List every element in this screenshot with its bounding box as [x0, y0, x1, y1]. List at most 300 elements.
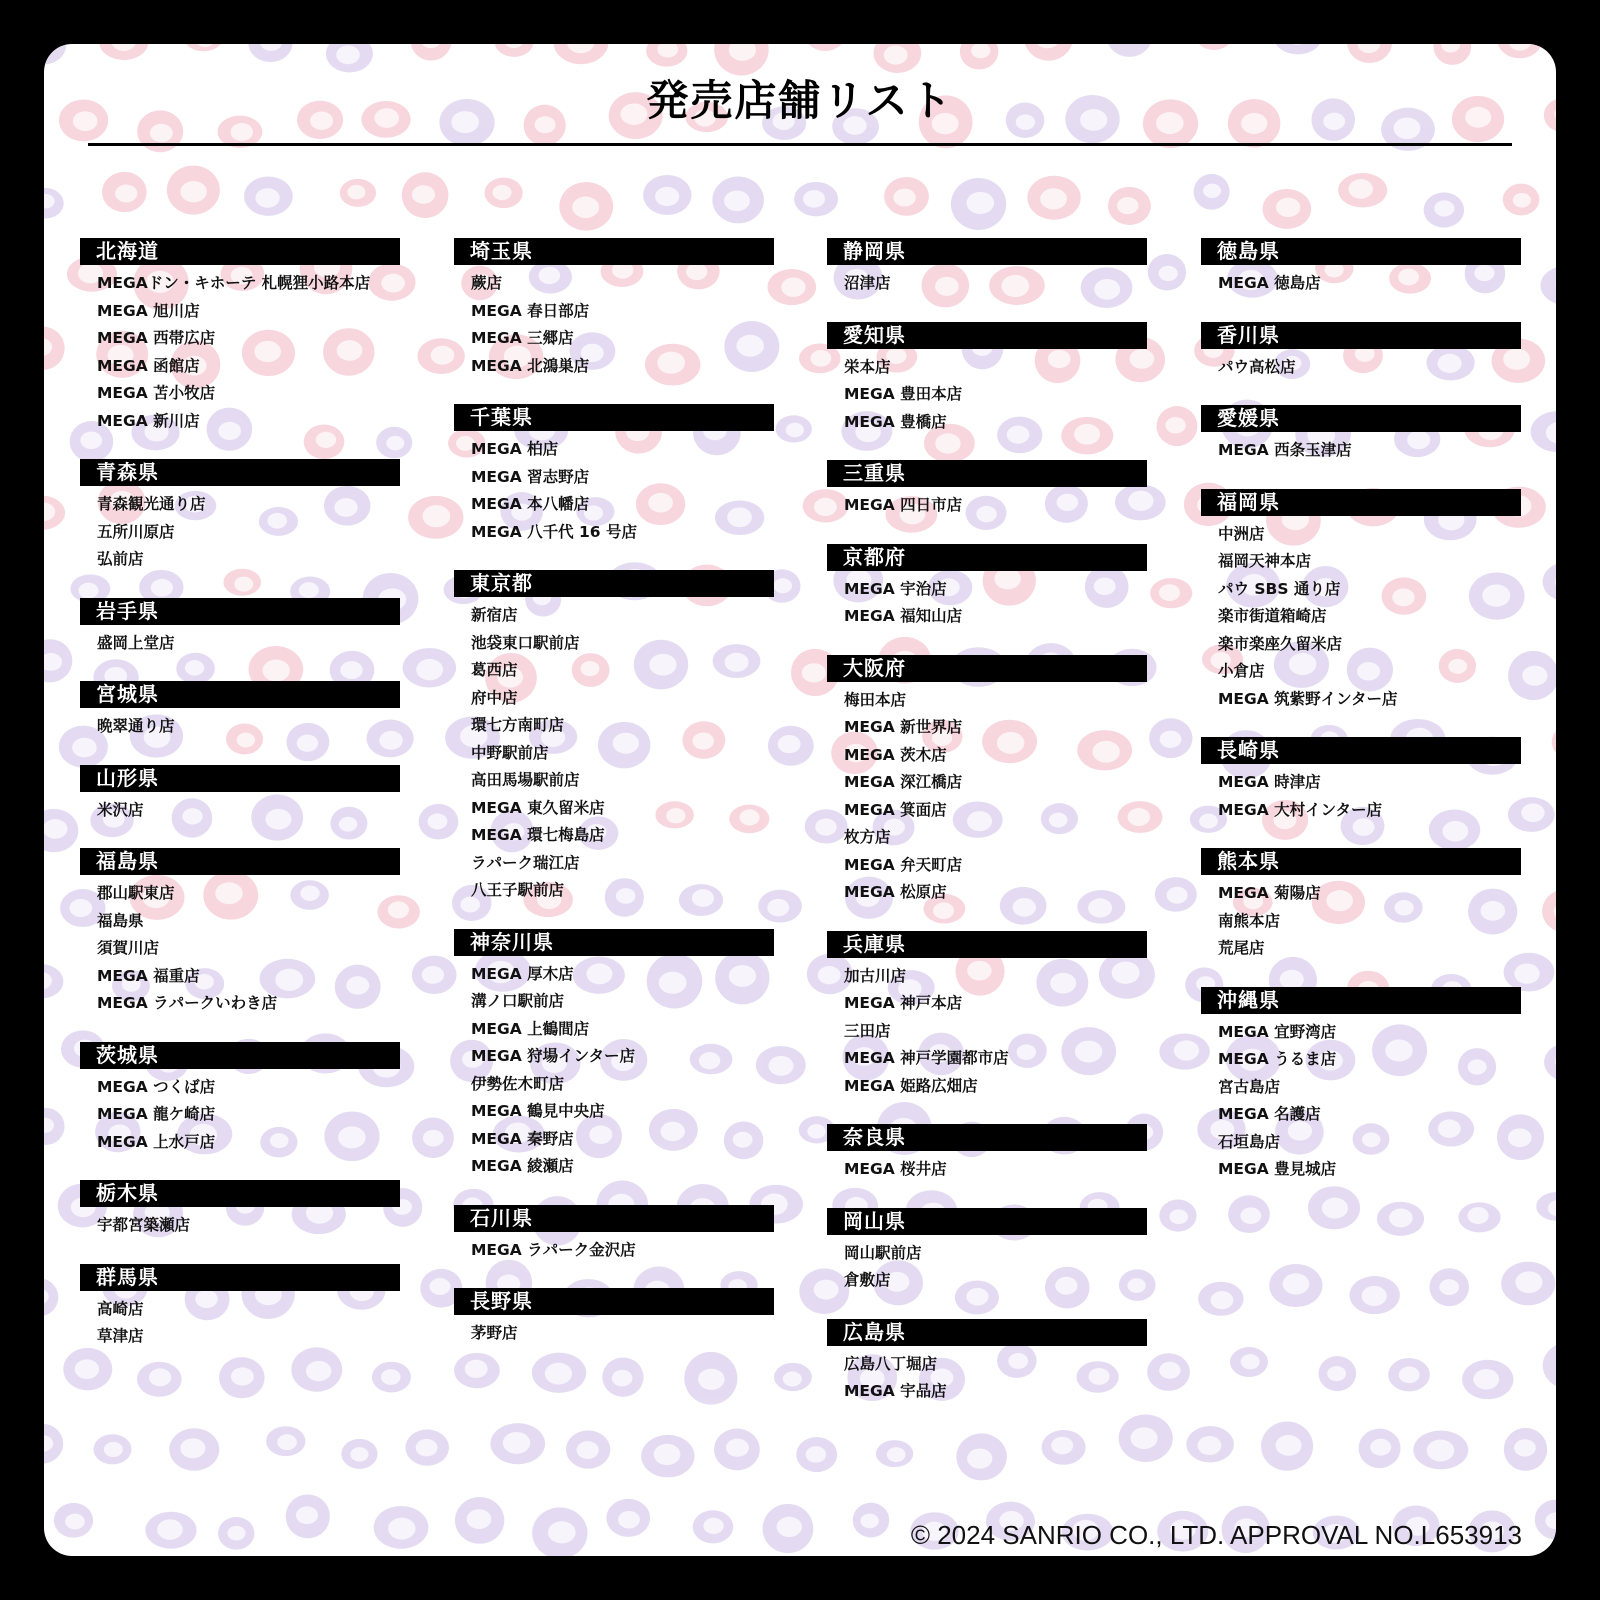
store-item: MEGA 環七梅島店	[471, 826, 605, 844]
store-item: MEGA 習志野店	[471, 467, 590, 486]
prefecture-section	[80, 681, 400, 741]
store-item: MEGA 三郷店	[471, 329, 574, 347]
store-list	[80, 265, 400, 435]
prefecture-section	[827, 931, 1147, 1101]
store-item: MEGA 弁天町店	[844, 855, 963, 874]
leopard-spot	[490, 1423, 545, 1464]
store-item: MEGA 神戸学園都市店	[844, 1049, 1009, 1067]
store-list	[1201, 516, 1521, 714]
store-item: MEGA 福知山店	[844, 607, 963, 625]
store-item: 枚方店	[844, 828, 891, 846]
leopard-spot	[763, 1504, 814, 1553]
store-item: 楽市楽座久留米店	[1218, 634, 1343, 653]
store-item: 福岡天神本店	[1218, 552, 1312, 570]
prefecture-heading: 奈良県	[827, 1124, 1147, 1151]
prefecture-heading: 広島県	[827, 1319, 1147, 1346]
store-item: MEGA 大村インター店	[1218, 800, 1383, 819]
leopard-spot	[1429, 1268, 1469, 1306]
store-item: 葛西店	[471, 661, 518, 679]
leopard-spot	[1106, 44, 1153, 57]
store-item: MEGA 箕面店	[844, 800, 947, 819]
leopard-spot	[853, 1503, 890, 1538]
store-item: 沼津店	[844, 274, 891, 292]
store-item: MEGA 函館店	[97, 356, 200, 375]
store-list	[827, 1346, 1147, 1406]
prefecture-section	[1201, 322, 1521, 382]
store-list	[454, 1232, 774, 1265]
store-item: MEGA 八千代 16 号店	[471, 522, 637, 541]
leopard-spot	[1198, 1282, 1244, 1316]
leopard-spot	[99, 44, 148, 60]
copyright-notice: © 2024 SANRIO CO., LTD. APPROVAL NO.L653913	[910, 1520, 1522, 1550]
store-item: 梅田本店	[844, 690, 907, 709]
page-title: 発売店舗リスト	[646, 76, 954, 125]
store-item: 五所川原店	[97, 522, 175, 541]
leopard-spot	[1318, 1356, 1356, 1391]
leopard-spot	[1027, 176, 1080, 220]
prefecture-section	[1201, 987, 1521, 1184]
leopard-spot	[1147, 1353, 1190, 1391]
leopard-spot	[774, 1363, 812, 1391]
leopard-spot	[693, 1510, 734, 1543]
leopard-spot	[960, 44, 999, 70]
prefecture-section	[1201, 405, 1521, 465]
store-item: MEGA 宜野湾店	[1218, 1022, 1337, 1041]
store-item: 茅野店	[471, 1324, 518, 1342]
leopard-spot	[219, 1357, 265, 1398]
store-list	[80, 1291, 400, 1351]
leopard-spot	[684, 1352, 737, 1405]
leopard-spot	[532, 1507, 587, 1556]
leopard-spot	[606, 1499, 650, 1537]
leopard-spot	[951, 178, 1006, 230]
leopard-spot	[93, 1434, 131, 1464]
leopard-spot	[44, 327, 65, 371]
leopard-spot	[602, 1357, 643, 1396]
leopard-spot	[63, 1348, 112, 1391]
prefecture-section	[827, 544, 1147, 631]
leopard-spot	[1108, 187, 1151, 225]
prefecture-section	[1201, 737, 1521, 824]
leopard-spot	[44, 1278, 58, 1316]
leopard-spot	[248, 44, 292, 62]
prefecture-section	[827, 1319, 1147, 1406]
store-list	[827, 958, 1147, 1101]
leopard-spot	[419, 804, 459, 840]
store-list	[1201, 432, 1521, 465]
leopard-spot	[1503, 184, 1540, 216]
store-item: 福島県	[97, 911, 144, 930]
leopard-spot	[405, 1429, 449, 1465]
store-item: 晩翠通り店	[97, 717, 175, 735]
prefecture-section	[80, 765, 400, 825]
store-item: 広島八丁堀店	[844, 1354, 938, 1373]
store-list	[454, 431, 774, 546]
leopard-spot	[1504, 1428, 1547, 1471]
store-item: 郡山駅東店	[97, 884, 175, 902]
prefecture-heading: 兵庫県	[827, 931, 1147, 958]
store-column-4	[1201, 238, 1521, 1184]
prefecture-section	[454, 570, 774, 905]
leopard-spot	[1194, 174, 1230, 210]
prefecture-heading: 香川県	[1201, 322, 1521, 349]
store-item: パウ SBS 通り店	[1218, 579, 1341, 598]
store-item: MEGA 新川店	[97, 411, 200, 430]
store-item: MEGA 四日市店	[844, 496, 963, 514]
store-item: MEGA 鶴見中央店	[471, 1102, 605, 1120]
leopard-spot	[1338, 173, 1387, 207]
store-item: MEGA 東久留米店	[471, 798, 605, 817]
store-item: 中野駅前店	[471, 743, 549, 762]
store-item: MEGA 秦野店	[471, 1129, 574, 1148]
prefecture-section	[454, 1288, 774, 1348]
leopard-spot	[44, 964, 63, 998]
store-list	[80, 1069, 400, 1157]
store-list	[1201, 265, 1521, 298]
store-item: MEGA ラパークいわき店	[97, 994, 278, 1012]
store-item: 倉敷店	[844, 1271, 891, 1289]
leopard-spot	[796, 1437, 837, 1472]
store-item: 中洲店	[1218, 524, 1265, 543]
store-list	[1201, 764, 1521, 824]
prefecture-heading: 茨城県	[80, 1042, 400, 1069]
leopard-spot	[54, 1503, 93, 1538]
store-item: MEGA 徳島店	[1218, 274, 1321, 292]
store-item: 蕨店	[471, 274, 503, 292]
leopard-spot	[145, 1512, 196, 1549]
leopard-spot	[411, 44, 452, 61]
leopard-spot	[44, 1424, 63, 1464]
leopard-spot	[1261, 1422, 1313, 1471]
leopard-spot	[372, 1362, 411, 1393]
store-item: MEGA 新世界店	[844, 718, 963, 736]
prefecture-heading: 山形県	[80, 765, 400, 792]
prefecture-heading: 長野県	[454, 1288, 774, 1315]
leopard-spot	[1262, 189, 1311, 229]
leopard-spot	[1462, 1360, 1513, 1400]
prefecture-section	[454, 929, 774, 1181]
store-item: 草津店	[97, 1327, 144, 1345]
leopard-spot	[884, 177, 929, 216]
leopard-spot	[412, 1118, 454, 1159]
prefecture-heading: 北海道	[80, 238, 400, 265]
store-item: MEGA 西条玉津店	[1218, 441, 1352, 459]
store-item: 米沢店	[97, 800, 144, 819]
store-item: MEGA 松原店	[844, 883, 947, 901]
store-item: MEGA 名護店	[1218, 1105, 1321, 1123]
prefecture-heading: 岡山県	[827, 1208, 1147, 1235]
leopard-spot	[1543, 1342, 1556, 1389]
leopard-spot	[1186, 1426, 1233, 1463]
leopard-spot	[1269, 1264, 1322, 1307]
leopard-spot	[1274, 44, 1322, 54]
leopard-spot	[1350, 1276, 1400, 1314]
leopard-spot	[876, 1440, 913, 1467]
leopard-spot	[714, 1429, 760, 1471]
store-item: MEGA 豊田本店	[844, 385, 963, 403]
store-item: MEGA 龍ケ崎店	[97, 1105, 216, 1123]
leopard-spot	[1540, 265, 1556, 305]
leopard-spot	[1424, 192, 1465, 227]
store-item: 新宿店	[471, 606, 518, 624]
prefecture-section	[454, 1205, 774, 1265]
store-list	[1201, 349, 1521, 382]
store-item: 楽市街道箱崎店	[1218, 607, 1327, 625]
store-list	[80, 1207, 400, 1240]
store-item: 荒尾店	[1218, 939, 1265, 957]
leopard-spot	[1042, 1430, 1086, 1465]
store-list	[827, 1151, 1147, 1184]
prefecture-section	[827, 238, 1147, 298]
prefecture-heading: 福岡県	[1201, 489, 1521, 516]
store-item: MEGA 豊橋店	[844, 412, 947, 431]
leopard-spot	[291, 1347, 342, 1391]
store-item: 高崎店	[97, 1299, 144, 1318]
store-item: パウ高松店	[1218, 357, 1296, 376]
store-item: 盛岡上堂店	[97, 633, 175, 652]
prefecture-section	[1201, 238, 1521, 298]
store-item: MEGA 時津店	[1218, 773, 1321, 791]
prefecture-section	[454, 404, 774, 546]
prefecture-heading: 青森県	[80, 459, 400, 486]
leopard-spot	[532, 1353, 586, 1393]
leopard-spot	[169, 1428, 219, 1470]
store-item: MEGA 春日部店	[471, 301, 590, 320]
leopard-spot	[767, 269, 816, 305]
store-list	[827, 487, 1147, 520]
store-item: 三田店	[844, 1021, 891, 1040]
store-list	[827, 1235, 1147, 1295]
store-item: MEGA 綾瀬店	[471, 1157, 574, 1175]
store-item: 南熊本店	[1218, 911, 1281, 930]
leopard-spot	[1535, 1500, 1556, 1540]
leopard-spot	[137, 1362, 182, 1397]
prefecture-heading: 沖縄県	[1201, 987, 1521, 1014]
leopard-spot	[1458, 1202, 1500, 1232]
prefecture-section	[454, 238, 774, 380]
leopard-spot	[1148, 254, 1186, 291]
leopard-spot	[184, 44, 224, 51]
leopard-spot	[1542, 889, 1556, 932]
prefecture-section	[80, 1180, 400, 1240]
leopard-spot	[1413, 1430, 1468, 1469]
leopard-spot	[44, 809, 78, 852]
prefecture-section	[80, 598, 400, 658]
store-list	[80, 486, 400, 574]
prefecture-heading: 埼玉県	[454, 238, 774, 265]
store-item: MEGA 福重店	[97, 966, 200, 985]
leopard-spot	[44, 496, 65, 530]
prefecture-section	[1201, 489, 1521, 714]
prefecture-section	[80, 1264, 400, 1351]
leopard-spot	[566, 1430, 610, 1468]
leopard-spot	[1119, 1414, 1173, 1461]
leopard-spot	[776, 415, 812, 442]
leopard-spot	[1347, 44, 1392, 63]
store-item: MEGA 菊陽店	[1218, 884, 1321, 902]
store-item: MEGA つくば店	[97, 1077, 216, 1096]
store-item: MEGA 宇治店	[844, 579, 947, 598]
leopard-spot	[643, 175, 691, 215]
leopard-spot	[454, 1353, 500, 1388]
store-item: MEGA 神戸本店	[844, 994, 963, 1012]
leopard-spot	[1195, 44, 1232, 50]
store-list	[827, 349, 1147, 437]
prefecture-heading: 京都府	[827, 544, 1147, 571]
prefecture-heading: 愛知県	[827, 322, 1147, 349]
store-list	[827, 265, 1147, 298]
prefecture-section	[80, 238, 400, 435]
store-item: 府中店	[471, 688, 518, 707]
prefecture-heading: 福島県	[80, 848, 400, 875]
prefecture-heading: 愛媛県	[1201, 405, 1521, 432]
store-item: MEGAドン・キホーテ 札幌狸小路本店	[97, 274, 371, 292]
leopard-spot	[1024, 44, 1073, 61]
prefecture-heading: 群馬県	[80, 1264, 400, 1291]
prefecture-section	[827, 322, 1147, 437]
leopard-spot	[1388, 1358, 1430, 1391]
leopard-spot	[1544, 1043, 1556, 1082]
leopard-spot	[1501, 1262, 1555, 1306]
prefecture-heading: 神奈川県	[454, 929, 774, 956]
store-item: 池袋東口駅前店	[471, 633, 580, 652]
leopard-spot	[266, 1426, 305, 1456]
prefecture-heading: 栃木県	[80, 1180, 400, 1207]
store-item: MEGA 桜井店	[844, 1160, 947, 1178]
prefecture-heading: 千葉県	[454, 404, 774, 431]
leopard-spot	[646, 44, 687, 67]
prefecture-section	[827, 1208, 1147, 1295]
prefecture-heading: 徳島県	[1201, 238, 1521, 265]
store-item: MEGA 苫小牧店	[97, 384, 216, 402]
leopard-spot	[455, 1497, 504, 1544]
leopard-spot	[374, 1506, 429, 1549]
leopard-spot	[44, 44, 66, 64]
store-item: 小倉店	[1218, 662, 1265, 680]
leopard-spot	[402, 172, 449, 218]
store-item: 環七方南町店	[471, 716, 565, 734]
leopard-spot	[1359, 1429, 1401, 1469]
prefecture-heading: 静岡県	[827, 238, 1147, 265]
store-item: MEGA 北鴻巣店	[471, 356, 590, 375]
store-item: MEGA 深江橋店	[844, 773, 963, 791]
prefecture-section	[1201, 848, 1521, 963]
prefecture-section	[827, 1124, 1147, 1184]
store-list	[80, 792, 400, 825]
store-item: 須賀川店	[97, 939, 160, 957]
store-item: MEGA 姫路広畑店	[844, 1076, 978, 1095]
store-item: 伊勢佐木町店	[471, 1074, 565, 1093]
prefecture-heading: 熊本県	[1201, 848, 1521, 875]
leopard-spot	[1552, 725, 1556, 759]
store-column-3	[827, 238, 1147, 1406]
store-item: 弘前店	[97, 550, 144, 568]
store-item: MEGA 豊見城店	[1218, 1160, 1337, 1178]
store-item: 溝ノ口駅前店	[471, 992, 565, 1010]
leopard-spot	[712, 177, 764, 224]
store-column-2	[454, 238, 774, 1348]
leopard-spot	[244, 176, 293, 215]
store-item: MEGA 柏店	[471, 440, 559, 458]
leopard-spot	[1531, 411, 1556, 452]
leopard-spot	[1536, 1192, 1556, 1221]
store-item: 宮古島店	[1218, 1077, 1281, 1096]
leopard-spot	[1230, 1347, 1268, 1377]
leopard-spot	[805, 44, 845, 51]
store-column-1	[80, 238, 400, 1351]
prefecture-heading: 長崎県	[1201, 737, 1521, 764]
prefecture-section	[827, 460, 1147, 520]
store-item: 栄本店	[844, 357, 891, 376]
store-item: MEGA 厚木店	[471, 964, 574, 983]
leopard-spot	[1308, 1186, 1360, 1229]
store-item: ラパーク瑞江店	[471, 853, 580, 872]
store-list	[454, 597, 774, 905]
leopard-spot	[286, 1494, 330, 1538]
leopard-spot	[956, 1433, 1007, 1480]
store-item: MEGA 茨木店	[844, 745, 947, 764]
prefecture-heading: 三重県	[827, 460, 1147, 487]
leopard-spot	[1543, 562, 1556, 602]
prefecture-heading: 岩手県	[80, 598, 400, 625]
store-list	[1201, 1014, 1521, 1184]
leopard-spot	[1228, 1195, 1270, 1233]
store-list	[80, 625, 400, 658]
store-item: 岡山駅前店	[844, 1243, 922, 1262]
leopard-spot	[768, 726, 814, 766]
prefecture-section	[80, 848, 400, 1018]
leopard-spot	[218, 1517, 254, 1550]
store-list	[1201, 875, 1521, 963]
leopard-spot	[403, 648, 457, 687]
leopard-spot	[44, 639, 72, 682]
store-item: MEGA 狩場インター店	[471, 1047, 636, 1065]
leopard-spot	[641, 1435, 694, 1478]
leopard-spot	[485, 178, 523, 209]
store-item: 宇都宮築瀬店	[97, 1216, 191, 1234]
leopard-spot	[412, 956, 457, 994]
leopard-spot	[1150, 578, 1192, 608]
leopard-spot	[341, 1439, 377, 1469]
leopard-spot	[102, 172, 147, 212]
store-list	[80, 708, 400, 741]
leopard-spot	[1157, 406, 1198, 446]
store-list	[827, 682, 1147, 907]
prefecture-heading: 大阪府	[827, 655, 1147, 682]
prefecture-section	[80, 1042, 400, 1157]
leopard-spot	[1149, 718, 1192, 758]
store-item: 高田馬場駅前店	[471, 771, 580, 789]
leopard-spot	[1377, 1202, 1424, 1236]
title-divider	[88, 143, 1512, 146]
store-list	[827, 571, 1147, 631]
leopard-spot	[1155, 877, 1197, 912]
store-list	[454, 265, 774, 380]
store-item: MEGA ラパーク金沢店	[471, 1240, 636, 1259]
leopard-spot	[553, 44, 608, 64]
leopard-spot	[340, 179, 376, 207]
leopard-spot	[1497, 44, 1542, 58]
leopard-spot	[495, 44, 534, 57]
leopard-spot	[44, 1108, 65, 1145]
store-item: MEGA 宇品店	[844, 1382, 947, 1400]
store-item: MEGA 旭川店	[97, 301, 200, 320]
store-item: MEGA 上水戸店	[97, 1132, 216, 1151]
store-item: 石垣島店	[1218, 1132, 1281, 1151]
prefecture-heading: 宮城県	[80, 681, 400, 708]
leopard-spot	[1434, 44, 1472, 65]
store-item: MEGA 筑紫野インター店	[1218, 689, 1398, 708]
